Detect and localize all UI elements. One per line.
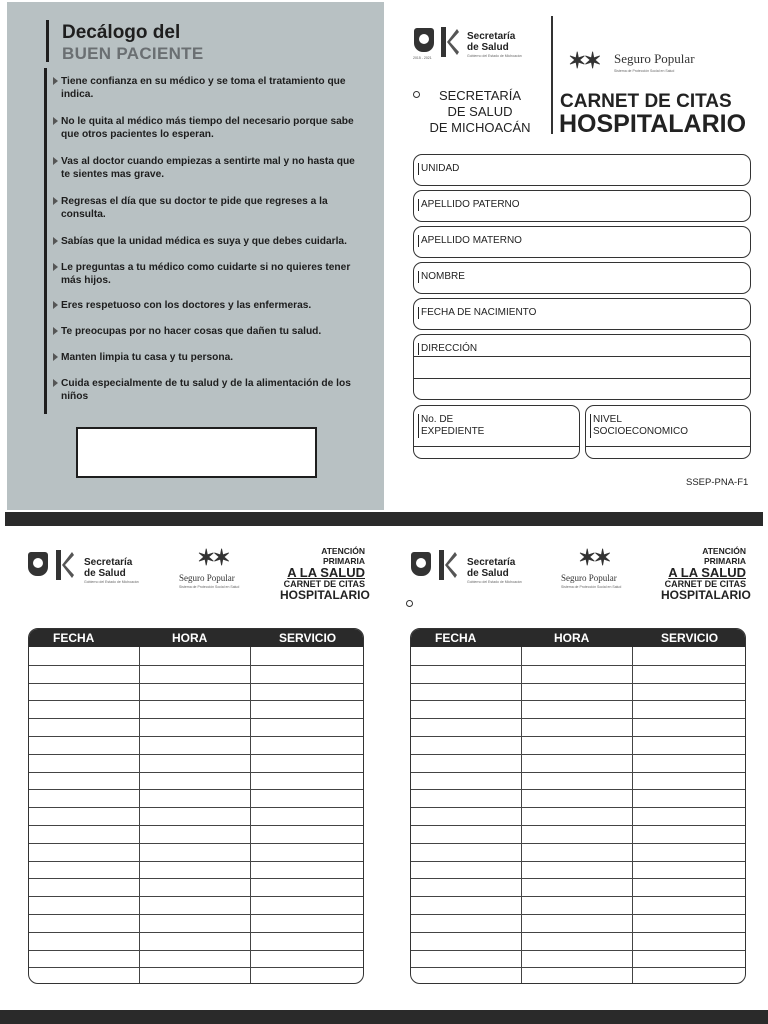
expediente-field[interactable]: No. DE EXPEDIENTE — [413, 405, 580, 459]
bullet-arrow-icon — [53, 327, 58, 335]
table-row-line — [29, 772, 363, 773]
decalogo-item: Cuida especialmente de tu salud y de la alimentación de los niños — [53, 377, 358, 403]
bullet-arrow-icon — [53, 77, 58, 85]
apellido-paterno-field[interactable]: APELLIDO PATERNO — [413, 190, 751, 222]
bullet-arrow-icon — [53, 379, 58, 387]
carnet-header: ATENCIÓN PRIMARIA A LA SALUD CARNET DE CITAS HOSPITALARIO — [280, 546, 370, 602]
nombre-field[interactable]: NOMBRE — [413, 262, 751, 294]
decalogo-item: Eres respetuoso con los doctores y las enfermeras. — [53, 299, 358, 312]
direccion-line — [414, 378, 750, 379]
table-column-line — [632, 647, 633, 983]
bullet-arrow-icon — [53, 263, 58, 271]
nivel-socioeconomico-field[interactable]: NIVEL SOCIOECONOMICO — [585, 405, 751, 459]
secretaria-salud-logo-text: Secretaría de Salud — [467, 557, 516, 579]
secretaria-salud-subtext: Gobierno del Estado de Michoacán — [84, 580, 139, 584]
blank-stamp-box[interactable] — [76, 427, 317, 478]
table-row-line — [29, 861, 363, 862]
table-row-line — [411, 772, 745, 773]
bullet-arrow-icon — [53, 353, 58, 361]
expediente-line — [414, 446, 579, 447]
table-row-line — [29, 807, 363, 808]
seguro-popular-subtext: Sistema de Protección Social en Salud — [614, 69, 675, 73]
decalogo-item: Regresas el día que su doctor te pide que regreses a la consulta. — [53, 195, 358, 221]
list-accent-bar — [44, 68, 47, 414]
table-row-line — [29, 914, 363, 915]
secretaria-salud-logo-text: Secretaría de Salud — [467, 31, 516, 53]
page-bottom-strip — [0, 1010, 768, 1024]
table-row-line — [29, 896, 363, 897]
decalogo-item: Te preocupas por no hacer cosas que dañen tu salud. — [53, 325, 358, 338]
bullet-arrow-icon — [53, 237, 58, 245]
table-row-line — [29, 736, 363, 737]
column-servicio: SERVICIO — [279, 631, 337, 645]
form-code: SSEP-PNA-F1 — [686, 477, 749, 488]
table-row-line — [411, 914, 745, 915]
table-row-line — [411, 665, 745, 666]
seguro-popular-logo-text: Seguro Popular — [179, 573, 235, 583]
bullet-arrow-icon — [53, 157, 58, 165]
column-fecha: FECHA — [435, 631, 477, 645]
decalogo-item: Tiene confianza en su médico y se toma el tratamiento que indica. — [53, 75, 358, 101]
seguro-popular-logo-text: Seguro Popular — [614, 51, 695, 66]
secretaria-salud-subtext: Gobierno del Estado de Michoacán — [467, 580, 522, 584]
decalogo-item: Manten limpia tu casa y tu persona. — [53, 351, 358, 364]
table-column-line — [521, 647, 522, 983]
decalogo-subtitle: BUEN PACIENTE — [62, 44, 204, 63]
apellido-materno-field[interactable]: APELLIDO MATERNO — [413, 226, 751, 258]
table-row-line — [411, 843, 745, 844]
table-row-line — [411, 967, 745, 968]
appointments-table — [410, 628, 746, 984]
table-row-line — [411, 861, 745, 862]
column-servicio: SERVICIO — [661, 631, 719, 645]
seguro-popular-subtext: Sistema de Protección Social en Salud — [561, 585, 622, 589]
column-hora: HORA — [554, 631, 590, 645]
page-separator-strip — [5, 512, 763, 526]
bullet-arrow-icon — [53, 117, 58, 125]
table-row-line — [29, 665, 363, 666]
table-row-line — [29, 789, 363, 790]
michoacan-shield-icon — [28, 552, 48, 576]
secretaria-heading: SECRETARÍA DE SALUD DE MICHOACÁN — [429, 88, 531, 135]
table-row-line — [411, 683, 745, 684]
salud-k-icon — [56, 550, 74, 580]
table-row-line — [29, 932, 363, 933]
table-row-line — [411, 825, 745, 826]
decalogo-title: Decálogo del — [62, 22, 181, 43]
carnet-title: CARNET DE CITAS — [560, 91, 732, 112]
table-column-line — [139, 647, 140, 983]
seguro-popular-figures-icon: ✶✶ — [197, 545, 228, 570]
title-accent-bar — [46, 20, 49, 62]
table-row-line — [411, 736, 745, 737]
seguro-popular-figures-icon: ✶✶ — [578, 545, 609, 570]
column-hora: HORA — [172, 631, 208, 645]
table-row-line — [29, 683, 363, 684]
decalogo-item: No le quita al médico más tiempo del necesario porque sabe que otros pacientes lo esperan. — [53, 115, 358, 141]
fecha-nacimiento-field[interactable]: FECHA DE NACIMIENTO — [413, 298, 751, 330]
bullet-arrow-icon — [53, 197, 58, 205]
table-row-line — [29, 967, 363, 968]
carnet-header: ATENCIÓN PRIMARIA A LA SALUD CARNET DE CITAS HOSPITALARIO — [661, 546, 751, 602]
salud-k-icon — [439, 550, 457, 580]
seguro-popular-subtext: Sistema de Protección Social en Salud — [179, 585, 240, 589]
michoacan-shield-icon — [414, 28, 434, 52]
table-row-line — [29, 843, 363, 844]
seguro-popular-logo-text: Seguro Popular — [561, 573, 617, 583]
nivel-line — [586, 446, 750, 447]
table-row-line — [411, 754, 745, 755]
carnet-title-hospitalario: HOSPITALARIO — [559, 110, 747, 138]
seguro-popular-figures-icon: ✶✶ — [568, 48, 599, 73]
unidad-field[interactable]: UNIDAD — [413, 154, 751, 186]
column-fecha: FECHA — [53, 631, 95, 645]
table-row-line — [411, 896, 745, 897]
table-row-line — [411, 950, 745, 951]
decalogo-item: Sabías que la unidad médica es suya y que debes cuidarla. — [53, 235, 358, 248]
table-row-line — [411, 807, 745, 808]
direccion-field[interactable]: DIRECCIÓN — [413, 334, 751, 400]
punch-hole-icon — [406, 600, 413, 607]
table-row-line — [411, 932, 745, 933]
table-row-line — [411, 700, 745, 701]
appointments-table — [28, 628, 364, 984]
table-row-line — [411, 789, 745, 790]
punch-hole-icon — [413, 91, 420, 98]
table-row-line — [29, 878, 363, 879]
table-row-line — [411, 718, 745, 719]
decalogo-item: Le preguntas a tu médico como cuidarte si no quieres tener más hijos. — [53, 261, 358, 287]
header-divider — [551, 16, 553, 134]
decalogo-item: Vas al doctor cuando empiezas a sentirte mal y no hasta que te sientes mas grave. — [53, 155, 358, 181]
secretaria-salud-logo-text: Secretaría de Salud — [84, 557, 133, 579]
table-row-line — [29, 754, 363, 755]
secretaria-salud-subtext: Gobierno del Estado de Michoacán — [467, 54, 522, 58]
michoacan-shield-icon — [411, 552, 431, 576]
bullet-arrow-icon — [53, 301, 58, 309]
table-row-line — [411, 878, 745, 879]
table-column-line — [250, 647, 251, 983]
shield-years: 2015 - 2021 — [413, 56, 432, 60]
direccion-line — [414, 356, 750, 357]
table-row-line — [29, 700, 363, 701]
table-row-line — [29, 825, 363, 826]
table-row-line — [29, 950, 363, 951]
table-row-line — [29, 718, 363, 719]
salud-k-icon — [441, 27, 459, 57]
